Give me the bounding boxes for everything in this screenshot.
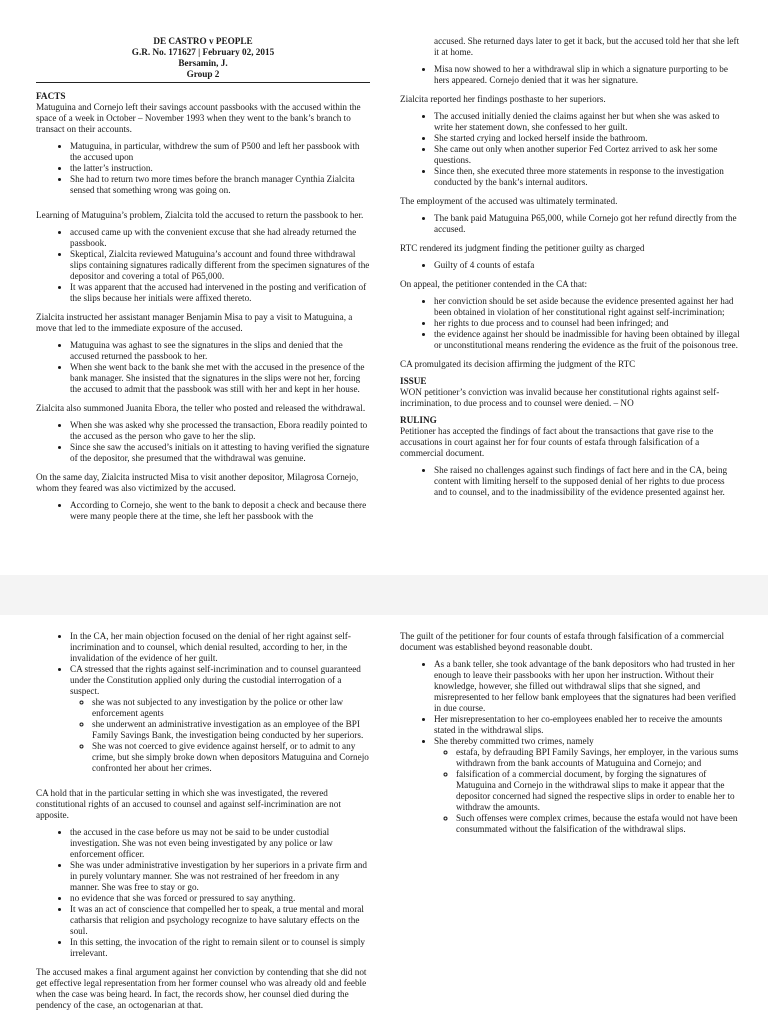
list-item: • Matuguina was aghast to see the signatures in the slips and denied that the accused returned the passbook to her. [70,340,370,362]
rtc-list [400,260,740,271]
facts-heading: FACTS [36,91,66,101]
case-gr-number: G.R. No. 171627 | February 02, 2015 [131,47,275,57]
facts-intro: Matuguina and Cornejo left their savings account passbooks with the accused within the space of a week in October – November 1993 when they went to the bank’s branch to transact on their accounts. [36,102,361,134]
list-item: • In the CA, her main objection focused on the denial of her right against self-incrimination and to counsel, which denial resulted, according to her, in the invalidation of the evidence of her guilt. [70,631,370,664]
page1-left-column [36,36,370,530]
ruling-heading: RULING [400,415,437,425]
list-item: • She came out only when another superior Fed Cortez arrived to ask her some questions. [434,144,740,166]
list-item: • The bank paid Matuguina P65,000, while Cornejo got her refund directly from the accused. [434,213,740,235]
page-separator [0,575,768,615]
ruling-text: Petitioner has accepted the findings of fact about the transactions that gave rise to the accusations in court against her for four counts of estafa through falsification of a commercial document. [400,426,714,458]
list-item: • no evidence that she was forced or pressured to say anything. [70,893,370,904]
list-item: ◦ estafa, by defrauding BPI Family Savings, her employer, in the various sums withdrawn from the bank accounts of Matuguina and Cornejo; and [456,747,740,769]
list-item: ◦ Such offenses were complex crimes, because the estafa would not have been consummated without the falsification of the withdrawal slips. [456,813,740,835]
list-item: • Matuguina, in particular, withdrew the sum of P500 and left her passbook with the accused upon [70,141,370,163]
list-item: • It was an act of conscience that compelled her to speak, a true mental and moral catharsis that religion and psychology recognize to have salutary effects on the soul. [70,904,370,937]
termination-intro: The employment of the accused was ultimately terminated. [400,196,618,206]
list-item: • She had to return two more times before the branch manager Cynthia Zialcita sensed that something wrong was going on. [70,174,370,196]
list-item: ◦ she underwent an administrative investigation as an employee of the BPI Family Savings Bank, the investigation being conducted by her superiors. [92,719,370,741]
document-page-2 [0,615,768,1024]
cornejo-intro: On the same day, Zialcita instructed Misa to visit another depositor, Milagrosa Cornejo, whom they feared was also victimized by the accused. [36,472,359,493]
appeal-intro: On appeal, the petitioner contended in the CA that: [400,279,588,289]
custodial-sub-list [70,697,370,774]
ca-hold-text: CA hold that in the particular setting in which she was investigated, the revered constitutional rights of an accused to counsel and against self-incrimination are not apposite. [36,788,341,820]
ebora-list [36,420,370,464]
continued-list [400,64,740,86]
crimes-sub-list [434,747,740,835]
list-item: ◦ she was not subjected to any investigation by the police or other law enforcement agents [92,697,370,719]
list-item: • Misa now showed to her a withdrawal slip in which a signature purporting to be hers appeared. Cornejo denied that it was her signature. [434,64,740,86]
guilt-text: The guilt of the petitioner for four counts of estafa through falsification of a commercial document was established beyond reasonable doubt. [400,631,725,652]
header-divider [36,82,370,83]
case-header [36,36,370,80]
list-item: • She was under administrative investigation by her superiors in a private firm and in purely voluntary manner. She was not restrained of her freedom in any manner. She was free to stay or go. [70,860,370,893]
case-ponente: Bersamin, J. [178,58,228,68]
page2-right-column [400,631,740,843]
list-item [70,664,370,774]
list-item: • accused came up with the convenient excuse that she had already returned the passbook. [70,227,370,249]
list-item: • the accused in the case before us may not be said to be under custodial investigation. She was not even being investigated by any police or law enforcement officer. [70,827,370,860]
list-item: • her conviction should be set aside because the evidence presented against her had been obtained in violation of her constitutional right against self-incrimination; [434,296,740,318]
case-group: Group 2 [186,69,220,79]
page2-left-column [36,631,370,1017]
list-item: • In this setting, the invocation of the right to remain silent or to counsel is simply irrelevant. [70,937,370,959]
list-item: • It was apparent that the accused had intervened in the posting and verification of the slips because her initials were affixed thereto. [70,282,370,304]
rtc-intro: RTC rendered its judgment finding the petitioner guilty as charged [400,243,645,253]
cornejo-list [36,500,370,522]
list-item: • Since then, she executed three more statements in response to the investigation conducted by the bank’s internal auditors. [434,166,740,188]
list-item: • Since she saw the accused’s initials on it attesting to having verified the signature of the depositor, she presumed that the withdrawal was genuine. [70,442,370,464]
list-item: • She raised no challenges against such findings of fact here and in the CA, being content with limiting herself to the supposed denial of her rights to due process and to counsel, and to the inadmissibility of the evidence presented against her. [434,465,740,498]
list-item: • She started crying and locked herself inside the bathroom. [434,133,740,144]
appeal-list [400,296,740,351]
learning-intro: Learning of Matuguina’s problem, Zialcita told the accused to return the passbook to her. [36,210,364,220]
report-intro: Zialcita reported her findings posthaste to her superiors. [400,94,606,104]
termination-list [400,213,740,235]
list-item: • her rights to due process and to counsel had been infringed; and [434,318,740,329]
final-argument-text: The accused makes a final argument against her conviction by contending that she did not get effective legal representation from her former counsel who was already old and feeble when the case was being heard. In fact, the records show, her counsel died during the pendency of the case, an octogenarian at that. [36,967,367,1010]
ebora-intro: Zialcita also summoned Juanita Ebora, the teller who posted and released the withdrawal. [36,403,366,413]
list-item-text: She thereby committed two crimes, namely [434,736,594,746]
page1-right-column [400,36,740,506]
issue-text: WON petitioner’s conviction was invalid because her constitutional rights against self-incrimination, to due process and to counsel were denied. – NO [400,387,720,408]
list-item: • As a bank teller, she took advantage of the bank depositors who had trusted in her enough to leave their passbooks with her upon her instruction. Without their knowledge, however, she filled out withdrawal slips that she signed, and misrepresented to her fellow bank employees that the signatures had been verified in due course. [434,659,740,714]
list-item: • The accused initially denied the claims against her but when she was asked to write her statement down, she confessed to her guilt. [434,111,740,133]
case-title: DE CASTRO v PEOPLE [153,36,253,46]
list-item: ◦ She was not coerced to give evidence against herself, or to admit to any crime, but she simply broke down when depositors Matuguina and Cornejo confronted her about her crimes. [92,741,370,774]
list-item: • Skeptical, Zialcita reviewed Matuguina’s account and found three withdrawal slips containing signatures radically different from the specimen signatures of the depositor and covering a total of P65,000. [70,249,370,282]
misa-list [36,340,370,395]
list-item: • Her misrepresentation to her co-employees enabled her to receive the amounts stated in the withdrawal slips. [434,714,740,736]
report-list [400,111,740,188]
list-item: • the evidence against her should be inadmissible for having been obtained by illegal or unconstitutional means rendering the evidence as the fruit of the poisonous tree. [434,329,740,351]
ca-objection-list [36,631,370,774]
list-item-text: CA stressed that the rights against self-incrimination and to counsel guaranteed under the Constitution applied only during the custodial interrogation of a suspect. [70,664,361,696]
list-item [434,736,740,835]
list-item: • Guilty of 4 counts of estafa [434,260,740,271]
list-item: • When she went back to the bank she met with the accused in the presence of the bank manager. She insisted that the signatures in the slips were not her, forcing the accused to admit that the passbook was still with her and kept in her house. [70,362,370,395]
learning-list [36,227,370,304]
ca-hold-list [36,827,370,959]
ca-decision: CA promulgated its decision affirming the judgment of the RTC [400,359,636,369]
list-item: • According to Cornejo, she went to the bank to deposit a check and because there were many people there at the time, she left her passbook with the [70,500,370,522]
guilt-list [400,659,740,835]
list-item: • When she was asked why she processed the transaction, Ebora readily pointed to the accused as the person who gave to her the slip. [70,420,370,442]
continued-text: accused. She returned days later to get it back, but the accused told her that she left it at home. [434,36,740,57]
list-item: ◦ falsification of a commercial document, by forging the signatures of Matuguina and Cornejo in the withdrawal slips to make it appear that the depositor concerned had signed the respective slips in order to enable her to withdraw the amounts. [456,769,740,813]
ruling-list [400,465,740,498]
list-item: • the latter’s instruction. [70,163,370,174]
facts-list [36,141,370,196]
issue-heading: ISSUE [400,376,427,386]
misa-intro: Zialcita instructed her assistant manager Benjamin Misa to pay a visit to Matuguina, a move that led to the immediate exposure of the accused. [36,312,353,333]
